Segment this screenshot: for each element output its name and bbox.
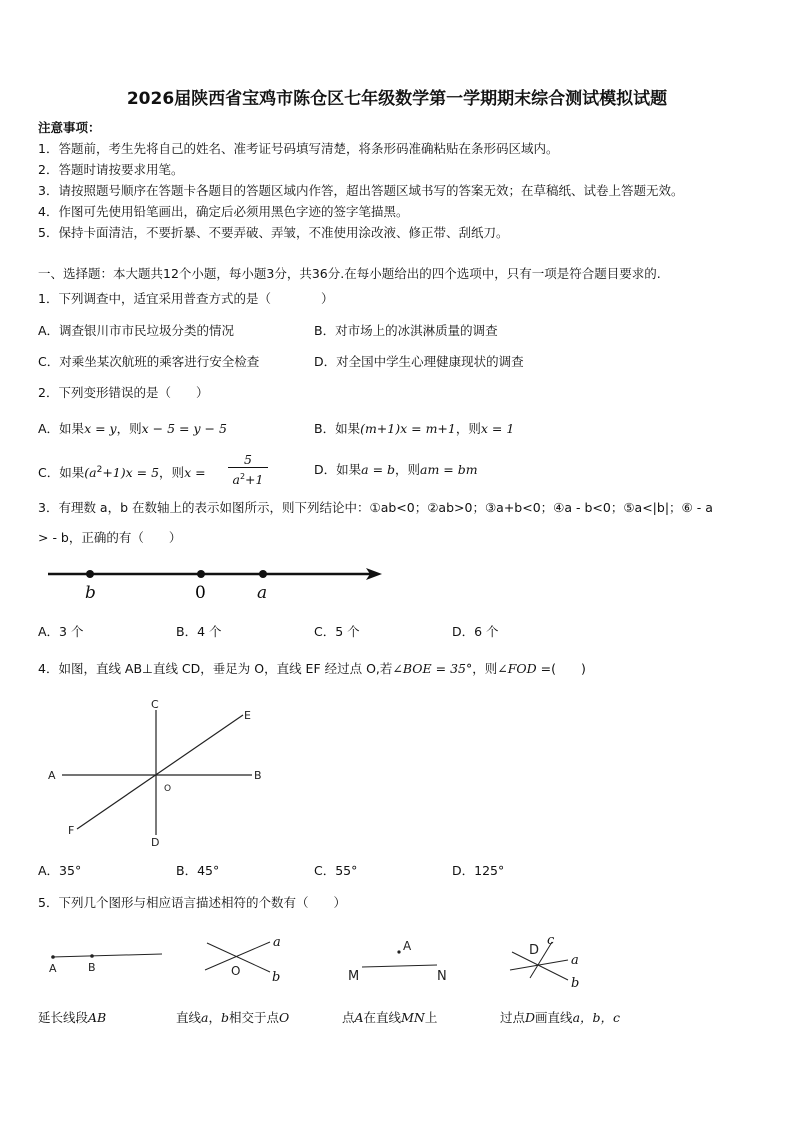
q2-option-d: D．如果a = b，则am = bm bbox=[314, 462, 478, 477]
label-A: A bbox=[403, 939, 412, 953]
point-A bbox=[51, 955, 55, 959]
q4-stem: 4．如图，直线 AB⊥直线 CD，垂足为 O，直线 EF 经过点 O,若∠BOE = 35°，则∠FOD =( ) bbox=[38, 661, 586, 676]
q3-stem-line2: > - b，正确的有（ ） bbox=[38, 530, 182, 545]
line-b bbox=[512, 952, 568, 980]
notice-item-1: 1．答题前，考生先将自己的姓名、准考证号码填写清楚，将条形码准确粘贴在条形码区域内。 bbox=[38, 141, 559, 156]
q4-option-c: C．55° bbox=[314, 863, 358, 878]
q1-option-a: A．调查银川市市民垃圾分类的情况 bbox=[38, 323, 235, 338]
q5-figure-2 bbox=[195, 930, 295, 985]
q5-stem: 5．下列几个图形与相应语言描述相符的个数有（ ） bbox=[38, 895, 346, 910]
segment-ab bbox=[52, 954, 162, 957]
q3-option-b: B．4 个 bbox=[176, 624, 222, 639]
q2-option-c: C．如果$(a^2+1)x = 5$，则x = bbox=[38, 465, 206, 481]
line-ef bbox=[77, 715, 243, 829]
point-B bbox=[90, 954, 94, 958]
q5-caption-3: 点A在直线MN上 bbox=[342, 1010, 438, 1025]
q2-stem: 2．下列变形错误的是（ ） bbox=[38, 385, 209, 400]
point-a bbox=[259, 570, 267, 578]
label-A: A bbox=[49, 962, 57, 975]
q4-option-d: D．125° bbox=[452, 863, 505, 878]
label-b: b bbox=[571, 976, 580, 991]
q3-stem-line1: 3．有理数 a，b 在数轴上的表示如图所示，则下列结论中：①ab<0；②ab>0；③a+b<0；④a - b<0；⑤a<|b|；⑥ - a bbox=[38, 500, 713, 515]
label-b: b bbox=[272, 970, 281, 985]
q2-option-c-fraction: 5 $a^2+1$ bbox=[228, 452, 268, 488]
q3-option-a: A．3 个 bbox=[38, 624, 84, 639]
point-zero bbox=[197, 570, 205, 578]
q2-option-b: B．如果(m+1)x = m+1，则x = 1 bbox=[314, 421, 515, 436]
q1-option-d: D．对全国中学生心理健康现状的调查 bbox=[314, 354, 524, 369]
q5-figure-1 bbox=[40, 940, 170, 980]
line-mn bbox=[362, 965, 437, 967]
q5-caption-4: 过点D画直线a，b，c bbox=[500, 1010, 621, 1025]
q1-option-b: B．对市场上的冰淇淋质量的调查 bbox=[314, 323, 498, 338]
label-N: N bbox=[437, 969, 447, 984]
label-b: b bbox=[85, 583, 96, 603]
q2-option-a: A．如果x = y，则x − 5 = y − 5 bbox=[38, 421, 227, 436]
label-A: A bbox=[48, 769, 56, 782]
notice-item-2: 2．答题时请按要求用笔。 bbox=[38, 162, 184, 177]
label-a: a bbox=[273, 935, 281, 950]
label-B: B bbox=[254, 769, 262, 782]
q5-figure-4 bbox=[500, 930, 600, 990]
q5-figure-3 bbox=[345, 935, 465, 985]
label-D: D bbox=[529, 943, 540, 958]
page-title: 2026届陕西省宝鸡市陈仓区七年级数学第一学期期末综合测试模拟试题 bbox=[126, 89, 668, 109]
label-zero: 0 bbox=[195, 583, 206, 603]
q1-stem: 1．下列调查中，适宜采用普查方式的是（ ） bbox=[38, 291, 334, 306]
label-O: O bbox=[164, 784, 172, 794]
number-line-figure bbox=[46, 560, 386, 610]
point-b bbox=[86, 570, 94, 578]
label-C: C bbox=[151, 698, 159, 711]
label-c: c bbox=[547, 933, 555, 948]
label-O: O bbox=[231, 964, 241, 978]
notice-heading: 注意事项： bbox=[38, 120, 101, 135]
label-D: D bbox=[151, 836, 160, 849]
label-a: a bbox=[257, 583, 268, 603]
q5-caption-1: 延长线段AB bbox=[38, 1010, 107, 1025]
perpendicular-lines-figure bbox=[40, 695, 280, 855]
q4-option-b: B．45° bbox=[176, 863, 220, 878]
notice-item-3: 3．请按照题号顺序在答题卡各题目的答题区域内作答，超出答题区域书写的答案无效；在草稿纸、试卷上答题无效。 bbox=[38, 183, 684, 198]
q1-option-c: C．对乘坐某次航班的乘客进行安全检查 bbox=[38, 354, 260, 369]
label-E: E bbox=[244, 709, 251, 722]
notice-item-5: 5．保持卡面清洁，不要折暴、不要弄破、弄皱，不准使用涂改液、修正带、刮纸刀。 bbox=[38, 225, 509, 240]
label-F: F bbox=[68, 824, 75, 837]
point-A bbox=[397, 950, 400, 953]
q4-option-a: A．35° bbox=[38, 863, 82, 878]
q3-option-d: D．6 个 bbox=[452, 624, 499, 639]
q5-caption-2: 直线a，b相交于点O bbox=[176, 1010, 290, 1025]
label-B: B bbox=[88, 961, 96, 974]
label-a: a bbox=[571, 953, 579, 968]
label-M: M bbox=[348, 969, 360, 984]
q3-option-c: C．5 个 bbox=[314, 624, 360, 639]
notice-item-4: 4．作图可先使用铅笔画出，确定后必须用黑色字迹的签字笔描黑。 bbox=[38, 204, 409, 219]
section-heading: 一、选择题：本大题共12个小题，每小题3分，共36分.在每小题给出的四个选项中，只有一项是符合题目要求的. bbox=[38, 266, 661, 281]
